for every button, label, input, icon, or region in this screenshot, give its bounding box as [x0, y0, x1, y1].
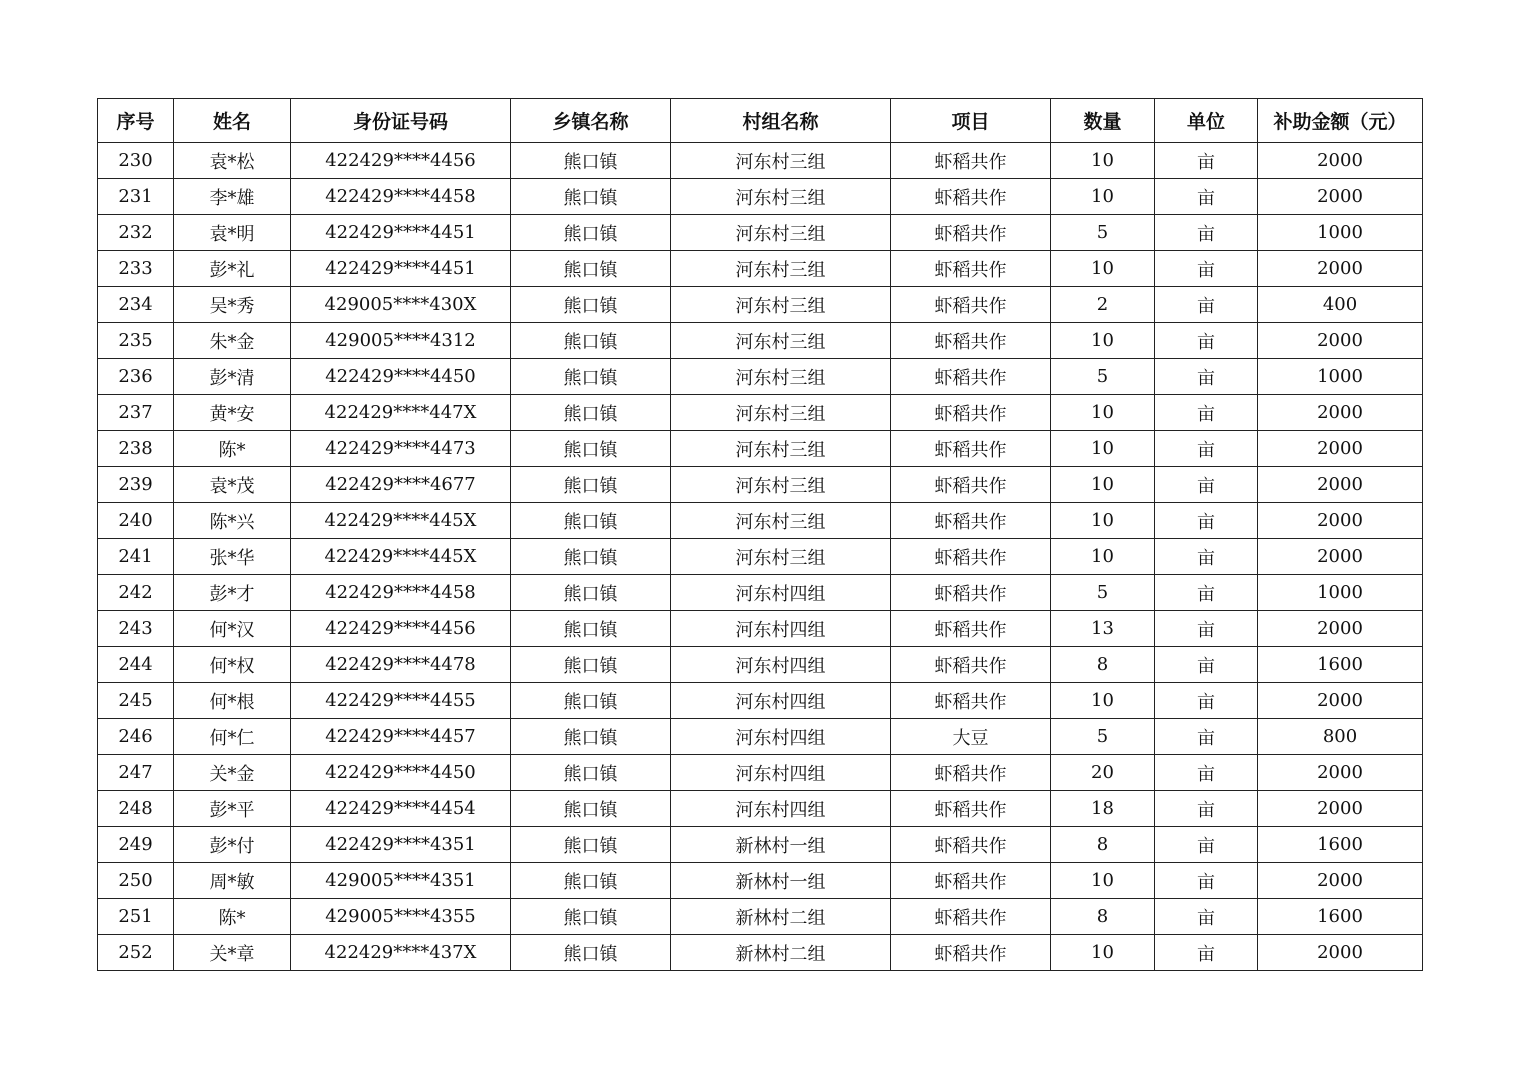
cell-unit: 亩 — [1155, 683, 1258, 719]
cell-project: 虾稻共作 — [891, 611, 1051, 647]
cell-serial-number: 252 — [98, 935, 174, 971]
cell-id-number: 422429****4677 — [291, 467, 511, 503]
table-header-row — [98, 99, 1423, 143]
cell-quantity: 13 — [1051, 611, 1155, 647]
cell-id-number: 429005****4355 — [291, 899, 511, 935]
table-row — [98, 323, 1423, 359]
cell-project: 虾稻共作 — [891, 863, 1051, 899]
cell-quantity: 10 — [1051, 323, 1155, 359]
cell-project: 虾稻共作 — [891, 143, 1051, 179]
cell-quantity: 10 — [1051, 863, 1155, 899]
cell-project: 虾稻共作 — [891, 179, 1051, 215]
cell-project: 虾稻共作 — [891, 935, 1051, 971]
cell-quantity: 8 — [1051, 647, 1155, 683]
cell-name: 袁*明 — [174, 215, 291, 251]
cell-quantity: 10 — [1051, 395, 1155, 431]
cell-township: 熊口镇 — [511, 683, 671, 719]
cell-name: 彭*礼 — [174, 251, 291, 287]
table-row — [98, 683, 1423, 719]
cell-project: 虾稻共作 — [891, 755, 1051, 791]
cell-project: 虾稻共作 — [891, 647, 1051, 683]
subsidy-table — [97, 98, 1423, 971]
table-row — [98, 215, 1423, 251]
cell-serial-number: 243 — [98, 611, 174, 647]
cell-township: 熊口镇 — [511, 359, 671, 395]
cell-project: 虾稻共作 — [891, 683, 1051, 719]
cell-serial-number: 230 — [98, 143, 174, 179]
cell-village-group: 新林村二组 — [671, 899, 891, 935]
cell-serial-number: 239 — [98, 467, 174, 503]
cell-serial-number: 244 — [98, 647, 174, 683]
cell-village-group: 新林村一组 — [671, 827, 891, 863]
header-subsidy-amount: 补助金额（元） — [1258, 99, 1423, 143]
cell-id-number: 422429****4473 — [291, 431, 511, 467]
cell-unit: 亩 — [1155, 647, 1258, 683]
cell-township: 熊口镇 — [511, 467, 671, 503]
cell-quantity: 8 — [1051, 899, 1155, 935]
header-serial-number: 序号 — [98, 99, 174, 143]
cell-name: 陈* — [174, 431, 291, 467]
cell-name: 彭*平 — [174, 791, 291, 827]
cell-name: 袁*茂 — [174, 467, 291, 503]
cell-village-group: 河东村四组 — [671, 791, 891, 827]
cell-id-number: 422429****445X — [291, 503, 511, 539]
cell-subsidy-amount: 2000 — [1258, 395, 1423, 431]
cell-township: 熊口镇 — [511, 539, 671, 575]
cell-village-group: 河东村三组 — [671, 467, 891, 503]
cell-village-group: 河东村四组 — [671, 683, 891, 719]
cell-township: 熊口镇 — [511, 863, 671, 899]
cell-subsidy-amount: 1600 — [1258, 899, 1423, 935]
table-row — [98, 539, 1423, 575]
cell-village-group: 河东村三组 — [671, 359, 891, 395]
cell-id-number: 429005****4312 — [291, 323, 511, 359]
cell-project: 虾稻共作 — [891, 431, 1051, 467]
table-row — [98, 755, 1423, 791]
cell-subsidy-amount: 1600 — [1258, 827, 1423, 863]
cell-id-number: 422429****4456 — [291, 611, 511, 647]
cell-id-number: 422429****445X — [291, 539, 511, 575]
cell-name: 彭*清 — [174, 359, 291, 395]
cell-township: 熊口镇 — [511, 755, 671, 791]
cell-id-number: 422429****4456 — [291, 143, 511, 179]
cell-serial-number: 249 — [98, 827, 174, 863]
cell-serial-number: 240 — [98, 503, 174, 539]
cell-id-number: 422429****4454 — [291, 791, 511, 827]
cell-serial-number: 245 — [98, 683, 174, 719]
cell-subsidy-amount: 2000 — [1258, 755, 1423, 791]
cell-township: 熊口镇 — [511, 395, 671, 431]
cell-project: 大豆 — [891, 719, 1051, 755]
cell-id-number: 422429****4450 — [291, 359, 511, 395]
cell-township: 熊口镇 — [511, 935, 671, 971]
cell-quantity: 20 — [1051, 755, 1155, 791]
table-row — [98, 575, 1423, 611]
table-row — [98, 827, 1423, 863]
cell-unit: 亩 — [1155, 215, 1258, 251]
cell-project: 虾稻共作 — [891, 539, 1051, 575]
cell-subsidy-amount: 2000 — [1258, 503, 1423, 539]
cell-serial-number: 241 — [98, 539, 174, 575]
cell-township: 熊口镇 — [511, 323, 671, 359]
cell-village-group: 河东村四组 — [671, 647, 891, 683]
cell-name: 彭*才 — [174, 575, 291, 611]
table-row — [98, 143, 1423, 179]
cell-subsidy-amount: 2000 — [1258, 539, 1423, 575]
cell-project: 虾稻共作 — [891, 575, 1051, 611]
cell-township: 熊口镇 — [511, 251, 671, 287]
cell-subsidy-amount: 2000 — [1258, 863, 1423, 899]
cell-subsidy-amount: 1000 — [1258, 575, 1423, 611]
cell-name: 陈*兴 — [174, 503, 291, 539]
cell-unit: 亩 — [1155, 503, 1258, 539]
cell-township: 熊口镇 — [511, 791, 671, 827]
cell-unit: 亩 — [1155, 611, 1258, 647]
cell-subsidy-amount: 800 — [1258, 719, 1423, 755]
cell-name: 吴*秀 — [174, 287, 291, 323]
cell-village-group: 河东村三组 — [671, 395, 891, 431]
cell-township: 熊口镇 — [511, 143, 671, 179]
cell-name: 何*权 — [174, 647, 291, 683]
cell-project: 虾稻共作 — [891, 503, 1051, 539]
cell-serial-number: 251 — [98, 899, 174, 935]
cell-subsidy-amount: 2000 — [1258, 611, 1423, 647]
header-unit: 单位 — [1155, 99, 1258, 143]
cell-village-group: 河东村三组 — [671, 143, 891, 179]
cell-subsidy-amount: 2000 — [1258, 143, 1423, 179]
cell-name: 关*章 — [174, 935, 291, 971]
cell-subsidy-amount: 2000 — [1258, 467, 1423, 503]
table-row — [98, 611, 1423, 647]
cell-name: 关*金 — [174, 755, 291, 791]
header-township: 乡镇名称 — [511, 99, 671, 143]
table-row — [98, 287, 1423, 323]
cell-id-number: 422429****447X — [291, 395, 511, 431]
cell-subsidy-amount: 1600 — [1258, 647, 1423, 683]
cell-unit: 亩 — [1155, 143, 1258, 179]
cell-name: 彭*付 — [174, 827, 291, 863]
cell-unit: 亩 — [1155, 791, 1258, 827]
cell-village-group: 河东村三组 — [671, 503, 891, 539]
cell-township: 熊口镇 — [511, 179, 671, 215]
cell-subsidy-amount: 2000 — [1258, 179, 1423, 215]
table-row — [98, 467, 1423, 503]
cell-serial-number: 242 — [98, 575, 174, 611]
cell-village-group: 河东村三组 — [671, 539, 891, 575]
table-row — [98, 179, 1423, 215]
cell-subsidy-amount: 1000 — [1258, 215, 1423, 251]
cell-project: 虾稻共作 — [891, 467, 1051, 503]
cell-village-group: 河东村四组 — [671, 719, 891, 755]
cell-village-group: 河东村三组 — [671, 215, 891, 251]
cell-id-number: 422429****4458 — [291, 179, 511, 215]
cell-name: 周*敏 — [174, 863, 291, 899]
cell-subsidy-amount: 2000 — [1258, 251, 1423, 287]
cell-quantity: 5 — [1051, 359, 1155, 395]
cell-subsidy-amount: 2000 — [1258, 935, 1423, 971]
cell-quantity: 5 — [1051, 215, 1155, 251]
cell-id-number: 422429****4478 — [291, 647, 511, 683]
cell-quantity: 10 — [1051, 683, 1155, 719]
cell-village-group: 河东村四组 — [671, 755, 891, 791]
cell-township: 熊口镇 — [511, 827, 671, 863]
cell-quantity: 5 — [1051, 575, 1155, 611]
cell-village-group: 新林村二组 — [671, 935, 891, 971]
cell-project: 虾稻共作 — [891, 287, 1051, 323]
cell-id-number: 422429****4455 — [291, 683, 511, 719]
cell-serial-number: 232 — [98, 215, 174, 251]
cell-serial-number: 250 — [98, 863, 174, 899]
cell-name: 张*华 — [174, 539, 291, 575]
cell-township: 熊口镇 — [511, 611, 671, 647]
cell-unit: 亩 — [1155, 251, 1258, 287]
cell-unit: 亩 — [1155, 395, 1258, 431]
cell-unit: 亩 — [1155, 755, 1258, 791]
cell-subsidy-amount: 2000 — [1258, 431, 1423, 467]
cell-quantity: 10 — [1051, 467, 1155, 503]
table-row — [98, 503, 1423, 539]
table-row — [98, 719, 1423, 755]
cell-name: 黄*安 — [174, 395, 291, 431]
cell-subsidy-amount: 1000 — [1258, 359, 1423, 395]
cell-name: 何*汉 — [174, 611, 291, 647]
cell-unit: 亩 — [1155, 899, 1258, 935]
cell-project: 虾稻共作 — [891, 323, 1051, 359]
cell-serial-number: 233 — [98, 251, 174, 287]
cell-unit: 亩 — [1155, 863, 1258, 899]
table-row — [98, 647, 1423, 683]
cell-serial-number: 231 — [98, 179, 174, 215]
cell-unit: 亩 — [1155, 827, 1258, 863]
cell-township: 熊口镇 — [511, 899, 671, 935]
cell-subsidy-amount: 2000 — [1258, 791, 1423, 827]
header-id-number: 身份证号码 — [291, 99, 511, 143]
cell-village-group: 河东村四组 — [671, 575, 891, 611]
cell-id-number: 422429****4351 — [291, 827, 511, 863]
table-row — [98, 395, 1423, 431]
cell-village-group: 河东村三组 — [671, 431, 891, 467]
cell-quantity: 10 — [1051, 179, 1155, 215]
cell-project: 虾稻共作 — [891, 827, 1051, 863]
cell-name: 袁*松 — [174, 143, 291, 179]
cell-project: 虾稻共作 — [891, 359, 1051, 395]
cell-unit: 亩 — [1155, 467, 1258, 503]
table-row — [98, 863, 1423, 899]
cell-village-group: 河东村四组 — [671, 611, 891, 647]
cell-township: 熊口镇 — [511, 647, 671, 683]
cell-township: 熊口镇 — [511, 503, 671, 539]
cell-id-number: 429005****430X — [291, 287, 511, 323]
cell-village-group: 新林村一组 — [671, 863, 891, 899]
header-name: 姓名 — [174, 99, 291, 143]
cell-serial-number: 238 — [98, 431, 174, 467]
table-row — [98, 359, 1423, 395]
cell-quantity: 10 — [1051, 431, 1155, 467]
cell-id-number: 422429****4451 — [291, 251, 511, 287]
cell-project: 虾稻共作 — [891, 395, 1051, 431]
cell-project: 虾稻共作 — [891, 215, 1051, 251]
cell-unit: 亩 — [1155, 719, 1258, 755]
cell-serial-number: 234 — [98, 287, 174, 323]
cell-name: 李*雄 — [174, 179, 291, 215]
header-quantity: 数量 — [1051, 99, 1155, 143]
cell-quantity: 8 — [1051, 827, 1155, 863]
cell-project: 虾稻共作 — [891, 791, 1051, 827]
cell-name: 陈* — [174, 899, 291, 935]
cell-id-number: 429005****4351 — [291, 863, 511, 899]
cell-unit: 亩 — [1155, 575, 1258, 611]
cell-serial-number: 235 — [98, 323, 174, 359]
table-row — [98, 791, 1423, 827]
table-body — [98, 143, 1423, 971]
cell-id-number: 422429****4457 — [291, 719, 511, 755]
cell-township: 熊口镇 — [511, 215, 671, 251]
cell-serial-number: 247 — [98, 755, 174, 791]
cell-unit: 亩 — [1155, 179, 1258, 215]
cell-quantity: 2 — [1051, 287, 1155, 323]
cell-project: 虾稻共作 — [891, 251, 1051, 287]
cell-serial-number: 237 — [98, 395, 174, 431]
cell-serial-number: 236 — [98, 359, 174, 395]
cell-name: 朱*金 — [174, 323, 291, 359]
cell-township: 熊口镇 — [511, 719, 671, 755]
cell-village-group: 河东村三组 — [671, 287, 891, 323]
table-row — [98, 251, 1423, 287]
cell-unit: 亩 — [1155, 431, 1258, 467]
table-row — [98, 899, 1423, 935]
cell-name: 何*仁 — [174, 719, 291, 755]
cell-village-group: 河东村三组 — [671, 179, 891, 215]
cell-unit: 亩 — [1155, 287, 1258, 323]
cell-subsidy-amount: 400 — [1258, 287, 1423, 323]
cell-unit: 亩 — [1155, 323, 1258, 359]
cell-township: 熊口镇 — [511, 287, 671, 323]
cell-name: 何*根 — [174, 683, 291, 719]
cell-id-number: 422429****4450 — [291, 755, 511, 791]
cell-quantity: 10 — [1051, 503, 1155, 539]
header-village-group: 村组名称 — [671, 99, 891, 143]
cell-village-group: 河东村三组 — [671, 251, 891, 287]
cell-quantity: 10 — [1051, 143, 1155, 179]
cell-township: 熊口镇 — [511, 431, 671, 467]
cell-subsidy-amount: 2000 — [1258, 683, 1423, 719]
cell-id-number: 422429****4451 — [291, 215, 511, 251]
cell-serial-number: 246 — [98, 719, 174, 755]
header-project: 项目 — [891, 99, 1051, 143]
cell-village-group: 河东村三组 — [671, 323, 891, 359]
cell-project: 虾稻共作 — [891, 899, 1051, 935]
cell-serial-number: 248 — [98, 791, 174, 827]
cell-quantity: 18 — [1051, 791, 1155, 827]
cell-id-number: 422429****437X — [291, 935, 511, 971]
table-row — [98, 935, 1423, 971]
table-row — [98, 431, 1423, 467]
cell-quantity: 10 — [1051, 251, 1155, 287]
cell-quantity: 5 — [1051, 719, 1155, 755]
cell-unit: 亩 — [1155, 935, 1258, 971]
cell-quantity: 10 — [1051, 539, 1155, 575]
cell-unit: 亩 — [1155, 539, 1258, 575]
cell-id-number: 422429****4458 — [291, 575, 511, 611]
cell-quantity: 10 — [1051, 935, 1155, 971]
cell-subsidy-amount: 2000 — [1258, 323, 1423, 359]
cell-township: 熊口镇 — [511, 575, 671, 611]
cell-unit: 亩 — [1155, 359, 1258, 395]
